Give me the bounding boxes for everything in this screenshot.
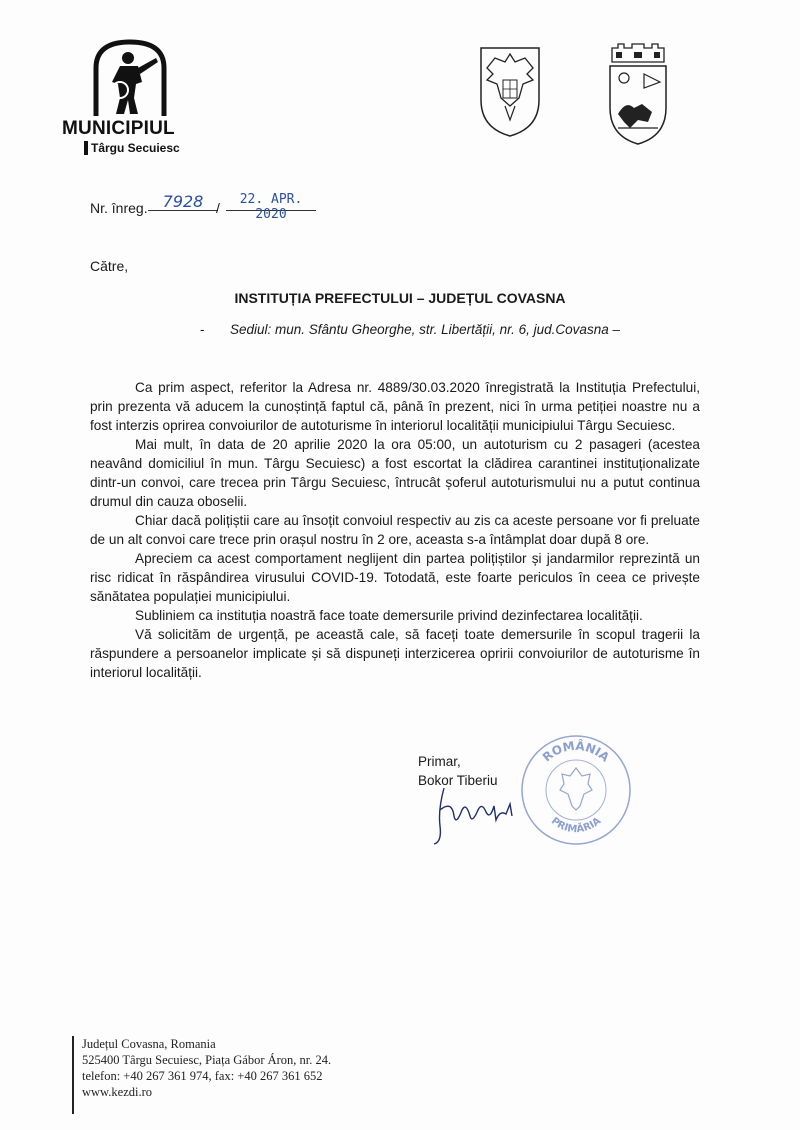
signatory-role: Primar, bbox=[418, 754, 461, 769]
body-paragraph: Chiar dacă polițiștii care au însoțit convoiul respectiv au zis ca aceste persoane vor fi preluate de un alt convoi care trece prin orașul nostru în 2 ore, aceasta s-a întâmplat doar după 8 ore. bbox=[90, 513, 700, 547]
registration-separator: / bbox=[216, 200, 220, 216]
targu-secuiesc-coat-of-arms-icon bbox=[604, 42, 672, 146]
footer-contact bbox=[72, 1036, 331, 1114]
municipal-logo bbox=[60, 38, 200, 158]
registration-date-stamp: 22. APR. 2020 bbox=[226, 192, 316, 211]
footer-website-link[interactable]: www.kezdi.ro bbox=[82, 1085, 153, 1099]
salutation: Către, bbox=[90, 258, 129, 274]
body-paragraph: Ca prim aspect, referitor la Adresa nr. 4889/30.03.2020 înregistrată la Instituția Prefectului, prin prezenta vă aducem la cunoștință faptul că, până în prezent, nici în urma petiției noastre nu a fost interzis oprirea convoiurilor de autoturisme în interiorul localității municipiului Târgu Secuiesc. bbox=[90, 380, 700, 433]
registration-number: 7928 bbox=[148, 192, 218, 211]
logo-title: MUNICIPIUL bbox=[62, 118, 175, 139]
footer-county: Județul Covasna, Romania bbox=[82, 1037, 216, 1051]
registration-label: Nr. înreg. bbox=[90, 200, 148, 216]
footer-address: 525400 Târgu Secuiesc, Piața Gábor Áron, nr. 24. bbox=[82, 1053, 332, 1067]
footer-phone-fax: telefon: +40 267 361 974, fax: +40 267 361 652 bbox=[82, 1069, 323, 1083]
romania-coat-of-arms-icon bbox=[475, 40, 545, 140]
svg-text:ROMÂNIA: ROMÂNIA bbox=[539, 738, 613, 765]
recipient-heading: INSTITUȚIA PREFECTULUI – JUDEȚUL COVASNA bbox=[234, 290, 566, 306]
handwritten-signature-icon bbox=[430, 780, 520, 850]
body-paragraph: Subliniem ca instituția noastră face toate demersurile privind dezinfectarea localității. bbox=[135, 608, 643, 623]
knight-statue-icon bbox=[90, 38, 170, 118]
logo-subtitle: Târgu Secuiesc bbox=[84, 141, 180, 155]
svg-text:PRIMĂRIA: PRIMĂRIA bbox=[548, 815, 604, 836]
signatory-name: Bokor Tiberiu bbox=[418, 773, 498, 788]
official-stamp-icon bbox=[518, 732, 634, 848]
body-paragraph: Mai mult, în data de 20 aprilie 2020 la ora 05:00, un autoturism cu 2 pasageri (acestea neavând domiciliul în mun. Târgu Secuiesc) a fost escortat la clădirea carantinei instituționalizate dintr-un convoi, care trecea prin Târgu Secuiesc, întrucât șoferul autoturismului nu a putut continua drumul din cauza oboselii. bbox=[90, 437, 700, 509]
letter-body bbox=[90, 378, 700, 682]
body-paragraph: Apreciem ca acest comportament neglijent din partea polițiștilor și jandarmilor reprezintă un risc ridicat în răspândirea virusului COVID-19. Totodată, este foarte periculos în ceea ce privește sănătatea populației municipiului. bbox=[90, 551, 700, 604]
body-paragraph: Vă solicităm de urgență, pe această cale, să faceți toate demersurile în scopul tragerii la răspundere a persoanelor implicate și să dispuneți interzicerea opririi convoiurilor de autoturisme în interiorul localității. bbox=[90, 627, 700, 680]
address-dash: - bbox=[200, 322, 205, 337]
address-text: Sediul: mun. Sfântu Gheorghe, str. Libertății, nr. 6, jud.Covasna – bbox=[230, 322, 620, 337]
